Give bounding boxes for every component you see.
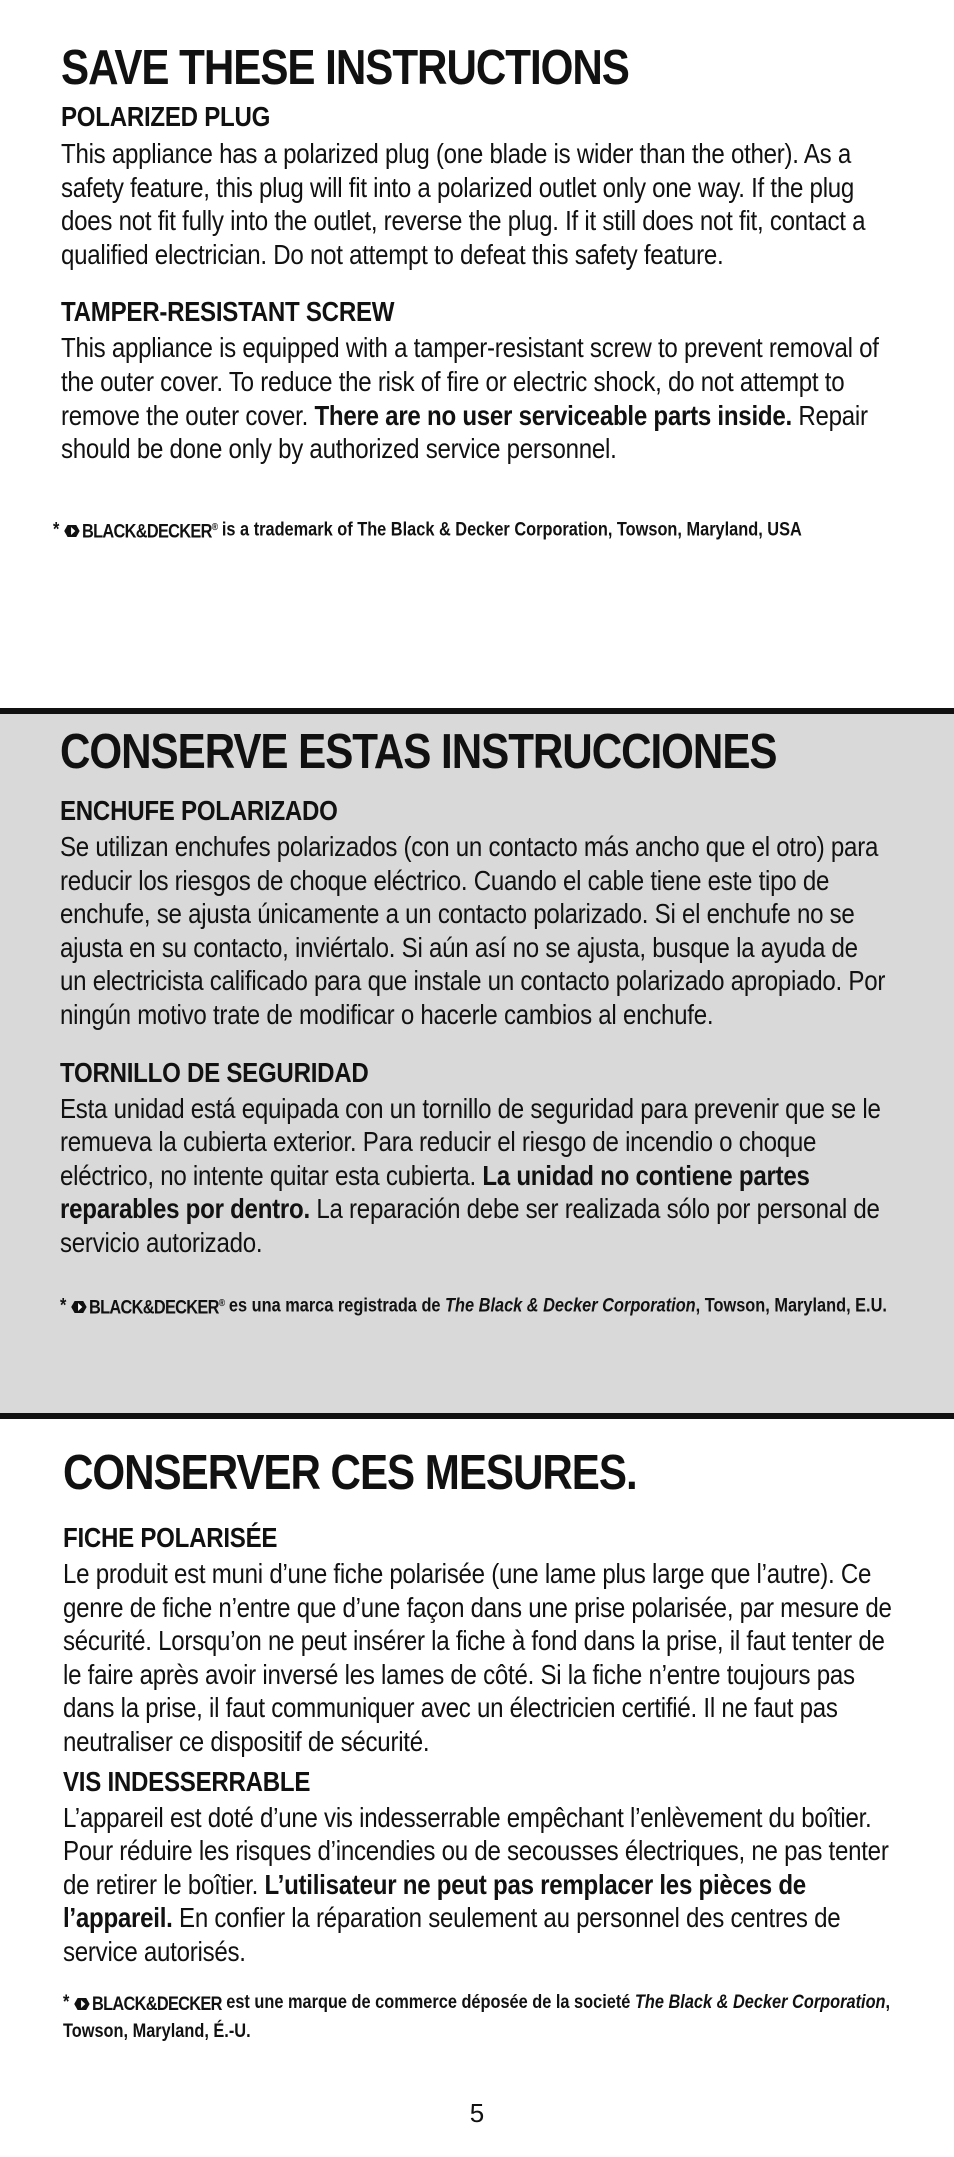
french-screw-text-1: L’appareil est doté d’une vis indesserrable empêchant l’enlèvement du boîtier. Pour réduire les risques d’incendies ou de secousses électriques, ne pas tenter de retirer le boîtier. — [63, 1801, 889, 1900]
french-polarized-text: Le produit est muni d’une fiche polarisée (une lame plus large que l’autre). Ce genre de fiche n’entre que d’une façon dans une prise polarisée, par mesure de sécurité. Lorsqu’on ne peut insérer la fiche à fond dans la prise, il faut tenter de le faire après avoir inversé les lames de côté. Si la fiche n’entre toujours pas dans la prise, il faut communiquer avec un électricien certifié. Il ne faut pas neutraliser ce dispositif de sécurité. — [63, 1558, 892, 1757]
french-trademark-italic: The Black & Decker Corporation — [634, 1991, 886, 2013]
english-screw-text — [61, 331, 890, 465]
spanish-screw-text-2: La reparación debe ser realizada sólo por personal de servicio autorizado. — [60, 1193, 880, 1258]
english-trademark-asterisk: * — [53, 519, 60, 541]
english-logo-text: BLACK&DECKER — [81, 521, 212, 543]
spanish-section — [0, 708, 954, 1419]
english-section — [0, 0, 954, 708]
spanish-screw-text — [60, 1092, 890, 1260]
spanish-title: CONSERVE ESTAS INSTRUCCIONES — [60, 725, 777, 779]
spanish-trademark-text-2: , Towson, Maryland, E.U. — [695, 1294, 887, 1316]
french-screw-text-2: En confier la réparation seulement au personnel des centres de service autorisés. — [63, 1902, 841, 1967]
english-screw-heading: TAMPER-RESISTANT SCREW — [61, 296, 395, 328]
french-trademark-text-1: est une marque de commerce déposée de la societé — [221, 1991, 635, 2013]
spanish-black-decker-logo — [71, 1290, 224, 1321]
spanish-trademark-text-1: es una marca registrada de — [224, 1294, 446, 1316]
french-polarized-heading: FICHE POLARISÉE — [63, 1522, 278, 1553]
spanish-screw-text-bold: La unidad no contiene partes reparables por dentro. — [60, 1159, 810, 1225]
english-screw-text-2: Repair should be done only by authorized service personnel. — [61, 399, 868, 465]
black-decker-hexagon-icon — [64, 524, 79, 538]
spanish-screw-heading: TORNILLO DE SEGURIDAD — [60, 1056, 369, 1088]
spanish-polarized-heading: ENCHUFE POLARIZADO — [60, 795, 338, 826]
spanish-trademark-italic: The Black & Decker Corporation — [445, 1294, 696, 1316]
french-screw-heading: VIS INDESSERRABLE — [63, 1765, 311, 1797]
french-screw-text — [63, 1801, 904, 1969]
english-screw-text-1: This appliance is equipped with a tamper-resistant screw to prevent removal of the outer cover. To reduce the risk of fire or electric shock, do not attempt to remove the outer cover. — [61, 332, 879, 431]
french-title: CONSERVER CES MESURES. — [63, 1446, 637, 1500]
english-title: SAVE THESE INSTRUCTIONS — [61, 41, 629, 95]
english-polarized-heading: POLARIZED PLUG — [61, 101, 271, 132]
french-section — [0, 1419, 954, 2045]
black-decker-hexagon-icon — [74, 1997, 89, 2011]
spanish-screw-text-1: Esta unidad está equipada con un tornillo de seguridad para prevenir que se le remueva la cubierta exterior. Para reducir el riesgo de incendio o choque eléctrico, no intente quitar esta cubierta. — [60, 1092, 881, 1191]
english-black-decker-logo — [64, 514, 217, 545]
english-trademark-note — [53, 514, 882, 545]
spanish-logo-text: BLACK&DECKER — [88, 1296, 219, 1318]
spanish-trademark-asterisk: * — [60, 1294, 67, 1316]
french-trademark-note — [63, 1989, 904, 2045]
french-logo-text: BLACK&DECKER — [91, 1993, 222, 2015]
english-polarized-text: This appliance has a polarized plug (one blade is wider than the other). As a safety feature, this plug will fit into a polarized outlet only one way. If the plug does not fit fully into the outlet, reverse the plug. If it still does not fit, contact a qualified electrician. Do not attempt to defeat this safety feature. — [61, 138, 866, 270]
french-screw-text-bold: L’utilisateur ne peut pas remplacer les pièces de l’appareil. — [63, 1868, 806, 1934]
french-trademark-asterisk: * — [63, 1991, 70, 2013]
english-trademark-text: is a trademark of The Black & Decker Corporation, Towson, Maryland, USA — [217, 519, 802, 541]
french-trademark-text-2: , Towson, Maryland, É.-U. — [63, 1991, 891, 2042]
spanish-polarized-text: Se utilizan enchufes polarizados (con un contacto más ancho que el otro) para reducir los riesgos de choque eléctrico. Cuando el cable tiene este tipo de enchufe, se ajusta únicamente a un contacto polarizado. Si el enchufe no se ajusta en su contacto, inviértalo. Si aún así no se ajusta, busque la ayuda de un electricista calificado para que instale un contacto polarizado apropiado. Por ningún motivo trate de modificar o hacerle cambios al enchufe. — [60, 831, 886, 1030]
black-decker-hexagon-icon — [71, 1300, 86, 1314]
page-number: 5 — [469, 2098, 485, 2128]
english-screw-text-bold: There are no user serviceable parts inside. — [314, 399, 792, 431]
spanish-logo-reg-mark: ® — [218, 1297, 225, 1309]
french-black-decker-logo — [74, 1991, 222, 2018]
english-logo-reg-mark: ® — [211, 521, 218, 533]
spanish-trademark-note — [60, 1290, 890, 1321]
